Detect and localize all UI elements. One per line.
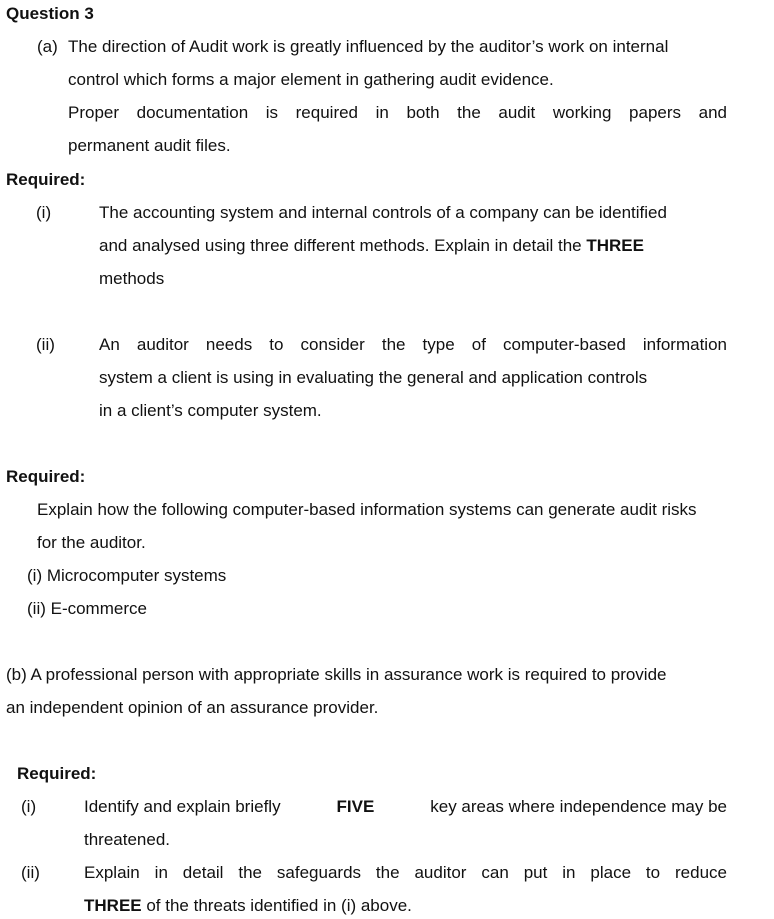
req3-item-ii-line-1: Explain in detail the safeguards the auditor can put in place to reduce <box>84 863 727 882</box>
part-b-line-2: an independent opinion of an assurance provider. <box>6 698 379 717</box>
req1-item-ii-line-1: An auditor needs to consider the type of computer-based information <box>99 335 727 354</box>
req1-item-ii-line-2: system a client is using in evaluating the general and application controls <box>99 368 648 387</box>
req2-line-1: Explain how the following computer-based information systems can generate audit risks <box>37 500 697 519</box>
req2-item-i: (i) Microcomputer systems <box>27 566 227 585</box>
part-a-line-4: permanent audit files. <box>68 136 231 155</box>
required-heading-1: Required: <box>6 170 86 189</box>
req2-line-2: for the auditor. <box>37 533 146 552</box>
part-a-line-1: The direction of Audit work is greatly influenced by the auditor’s work on internal <box>68 37 669 56</box>
part-a-label: (a) <box>37 37 58 56</box>
req3-item-i-line-2: threatened. <box>84 830 171 849</box>
req3-item-ii-label: (ii) <box>21 863 40 882</box>
question-title: Question 3 <box>6 4 94 23</box>
req1-item-i-line-2: and analysed using three different methods. Explain in detail the THREE <box>99 236 644 255</box>
req3-item-i-label: (i) <box>21 797 37 816</box>
req1-item-i-label: (i) <box>36 203 52 222</box>
req3-item-ii-line-2: THREE of the threats identified in (i) above. <box>84 896 412 915</box>
required-heading-2: Required: <box>6 467 86 486</box>
req1-item-i-line-1: The accounting system and internal controls of a company can be identified <box>99 203 667 222</box>
part-b-line-1: (b) A professional person with appropriate skills in assurance work is required to provide <box>6 665 667 684</box>
req1-item-ii-label: (ii) <box>36 335 55 354</box>
req1-item-ii-line-3: in a client’s computer system. <box>99 401 322 420</box>
req3-item-i-line-1: Identify and explain briefly FIVE key areas where independence may be <box>84 797 727 816</box>
required-heading-3: Required: <box>17 764 97 783</box>
req1-item-i-line-3: methods <box>99 269 165 288</box>
part-a-line-3: Proper documentation is required in both the audit working papers and <box>68 103 727 122</box>
part-a-line-2: control which forms a major element in gathering audit evidence. <box>68 70 554 89</box>
req2-item-ii: (ii) E-commerce <box>27 599 147 618</box>
